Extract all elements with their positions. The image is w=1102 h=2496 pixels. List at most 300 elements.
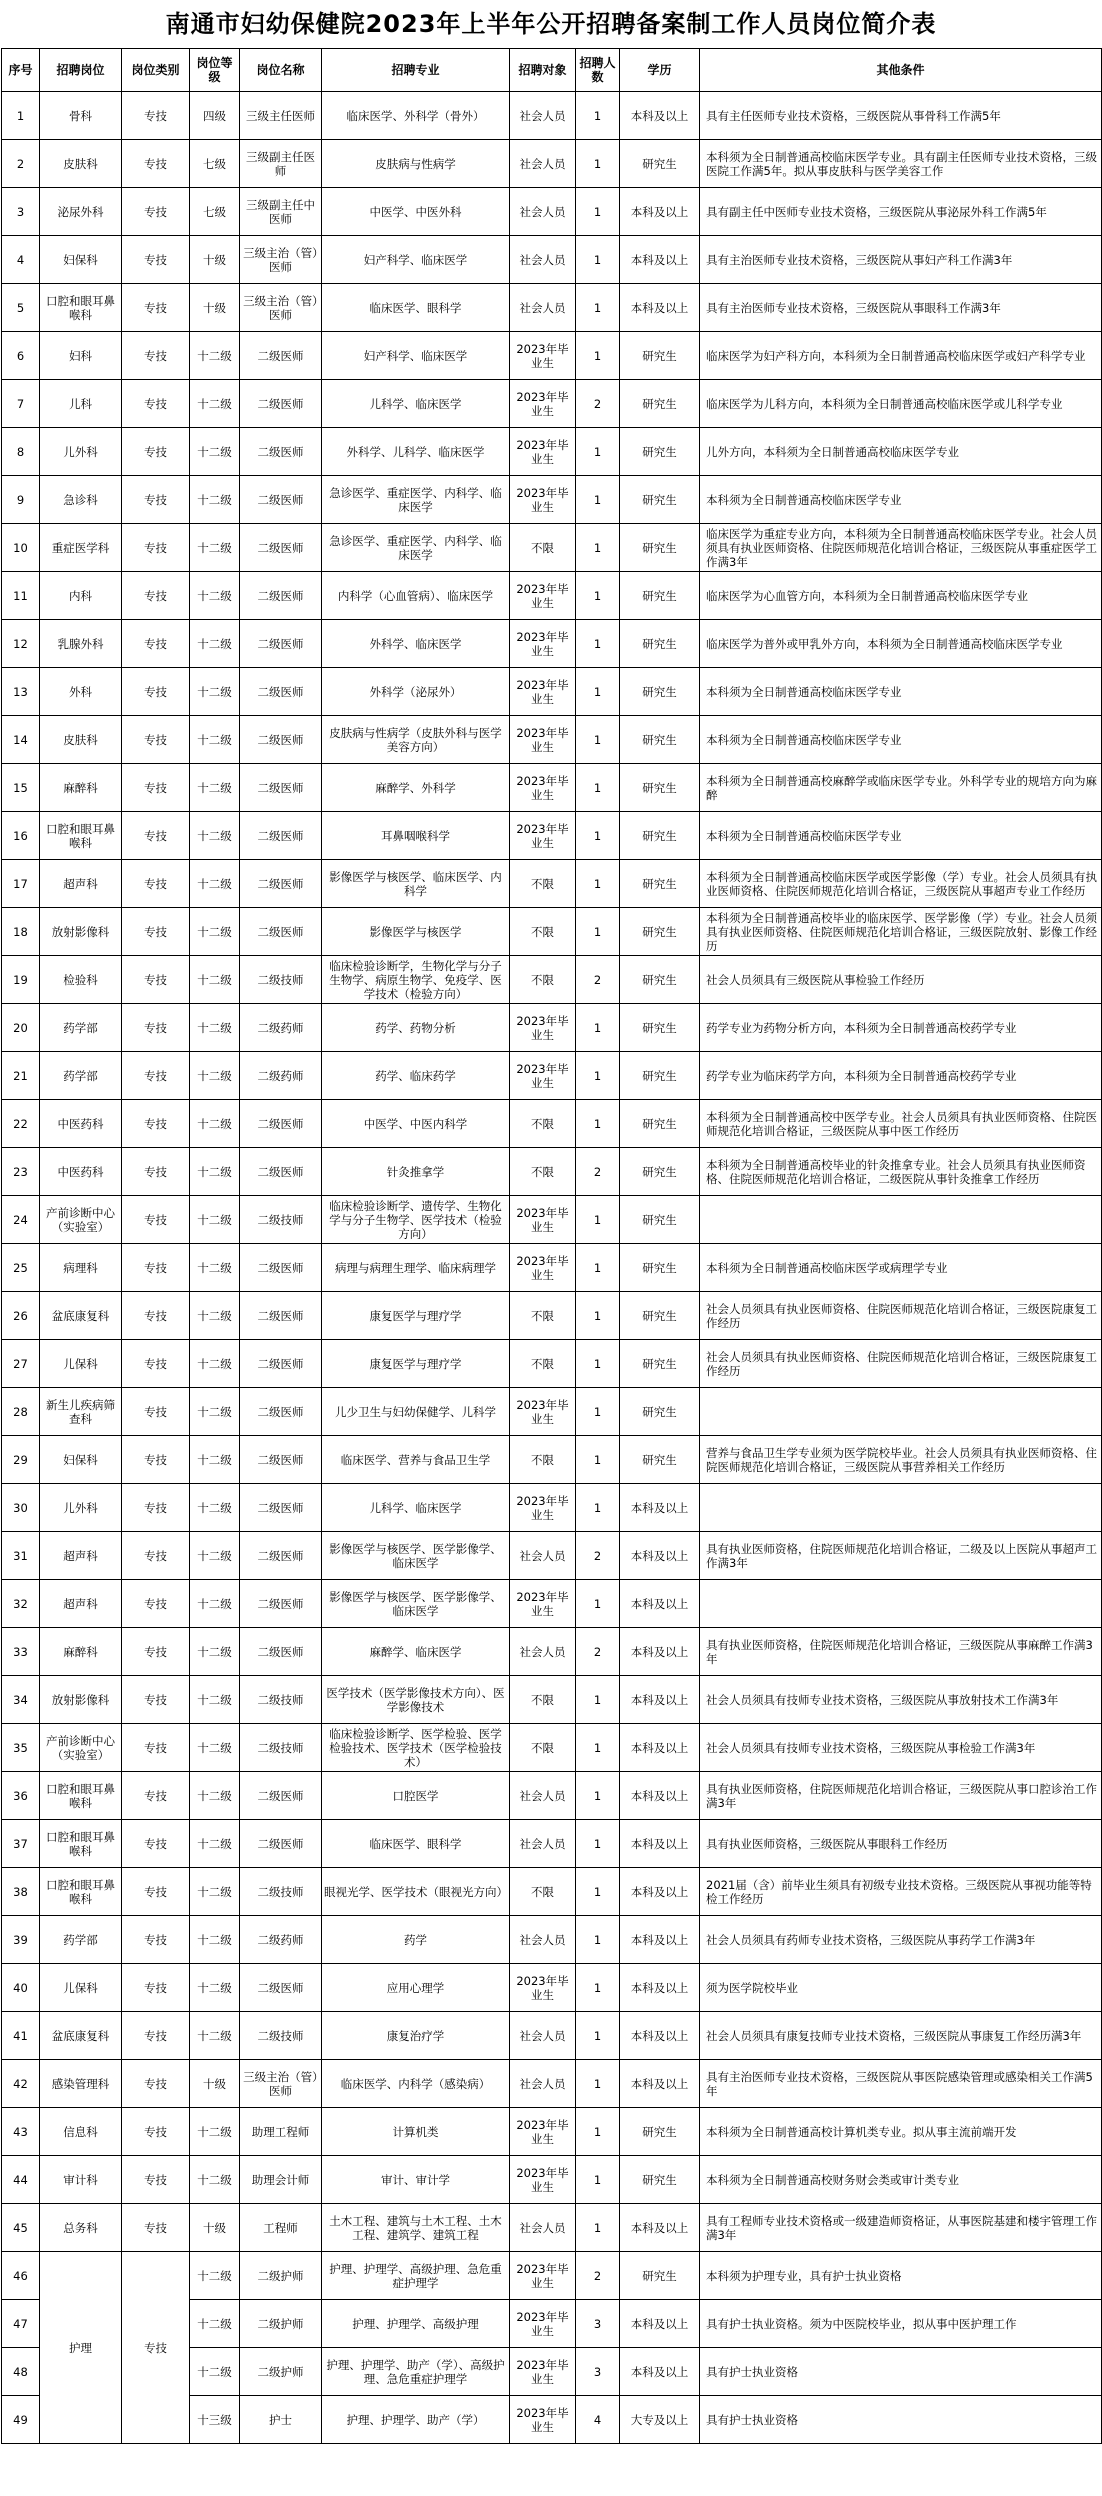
cell-category: 专技 bbox=[122, 1964, 190, 2012]
cell-target: 2023年毕业生 bbox=[510, 2108, 576, 2156]
table-row bbox=[2, 332, 1102, 380]
table-row bbox=[2, 1100, 1102, 1148]
cell-level: 十二级 bbox=[190, 1484, 240, 1532]
cell-post: 急诊科 bbox=[40, 476, 122, 524]
cell-level: 十二级 bbox=[190, 1436, 240, 1484]
cell-no: 40 bbox=[2, 1964, 40, 2012]
cell-no: 32 bbox=[2, 1580, 40, 1628]
cell-count: 1 bbox=[576, 1724, 620, 1772]
cell-position-name: 二级医师 bbox=[240, 764, 322, 812]
cell-target: 社会人员 bbox=[510, 1628, 576, 1676]
cell-target: 2023年毕业生 bbox=[510, 476, 576, 524]
cell-post: 放射影像科 bbox=[40, 908, 122, 956]
cell-no: 16 bbox=[2, 812, 40, 860]
cell-position-name: 二级技师 bbox=[240, 1724, 322, 1772]
cell-no: 26 bbox=[2, 1292, 40, 1340]
cell-education: 本科及以上 bbox=[620, 2300, 700, 2348]
cell-count: 1 bbox=[576, 2108, 620, 2156]
cell-category: 专技 bbox=[122, 140, 190, 188]
cell-education: 本科及以上 bbox=[620, 2348, 700, 2396]
cell-no: 22 bbox=[2, 1100, 40, 1148]
cell-category: 专技 bbox=[122, 2204, 190, 2252]
cell-level: 十二级 bbox=[190, 1292, 240, 1340]
cell-major: 急诊医学、重症医学、内科学、临床医学 bbox=[322, 524, 510, 572]
cell-conditions bbox=[700, 1484, 1102, 1532]
header-category: 岗位类别 bbox=[122, 49, 190, 92]
header-post: 招聘岗位 bbox=[40, 49, 122, 92]
cell-position-name: 二级医师 bbox=[240, 1436, 322, 1484]
cell-conditions: 具有护士执业资格 bbox=[700, 2348, 1102, 2396]
cell-count: 1 bbox=[576, 908, 620, 956]
cell-position-name: 二级药师 bbox=[240, 1916, 322, 1964]
table-row bbox=[2, 284, 1102, 332]
cell-conditions bbox=[700, 1388, 1102, 1436]
cell-conditions: 儿外方向，本科须为全日制普通高校临床医学专业 bbox=[700, 428, 1102, 476]
cell-level: 十级 bbox=[190, 2060, 240, 2108]
table-row bbox=[2, 716, 1102, 764]
cell-position-name: 工程师 bbox=[240, 2204, 322, 2252]
cell-education: 本科及以上 bbox=[620, 1676, 700, 1724]
cell-position-name: 二级医师 bbox=[240, 716, 322, 764]
table-row bbox=[2, 1004, 1102, 1052]
cell-category: 专技 bbox=[122, 1532, 190, 1580]
cell-conditions: 具有副主任中医师专业技术资格，三级医院从事泌尿外科工作满5年 bbox=[700, 188, 1102, 236]
cell-conditions: 具有执业医师资格，三级医院从事眼科工作经历 bbox=[700, 1820, 1102, 1868]
table-row bbox=[2, 1484, 1102, 1532]
cell-education: 研究生 bbox=[620, 1388, 700, 1436]
cell-count: 1 bbox=[576, 1004, 620, 1052]
table-row bbox=[2, 188, 1102, 236]
cell-no: 15 bbox=[2, 764, 40, 812]
cell-post: 口腔和眼耳鼻喉科 bbox=[40, 284, 122, 332]
cell-education: 研究生 bbox=[620, 1052, 700, 1100]
cell-position-name: 三级副主任医师 bbox=[240, 140, 322, 188]
cell-target: 不限 bbox=[510, 1148, 576, 1196]
cell-conditions: 具有护士执业资格 bbox=[700, 2396, 1102, 2444]
header-major: 招聘专业 bbox=[322, 49, 510, 92]
table-row bbox=[2, 1292, 1102, 1340]
cell-education: 研究生 bbox=[620, 1244, 700, 1292]
page-title: 南通市妇幼保健院2023年上半年公开招聘备案制工作人员岗位简介表 bbox=[165, 10, 937, 38]
cell-position-name: 二级医师 bbox=[240, 1484, 322, 1532]
cell-category: 专技 bbox=[122, 1052, 190, 1100]
cell-education: 研究生 bbox=[620, 1292, 700, 1340]
cell-no: 14 bbox=[2, 716, 40, 764]
cell-position-name: 二级药师 bbox=[240, 1004, 322, 1052]
cell-no: 44 bbox=[2, 2156, 40, 2204]
table-row bbox=[2, 1340, 1102, 1388]
cell-no: 7 bbox=[2, 380, 40, 428]
cell-category: 专技 bbox=[122, 1100, 190, 1148]
cell-position-name: 二级医师 bbox=[240, 668, 322, 716]
cell-category: 专技 bbox=[122, 236, 190, 284]
cell-education: 研究生 bbox=[620, 1196, 700, 1244]
cell-category: 专技 bbox=[122, 764, 190, 812]
cell-level: 十二级 bbox=[190, 908, 240, 956]
cell-no: 47 bbox=[2, 2300, 40, 2348]
cell-education: 研究生 bbox=[620, 2108, 700, 2156]
cell-category: 专技 bbox=[122, 332, 190, 380]
cell-education: 本科及以上 bbox=[620, 188, 700, 236]
cell-no: 21 bbox=[2, 1052, 40, 1100]
cell-position-name: 三级副主任中医师 bbox=[240, 188, 322, 236]
cell-education: 研究生 bbox=[620, 428, 700, 476]
cell-major: 护理、护理学、高级护理、急危重症护理学 bbox=[322, 2252, 510, 2300]
cell-target: 2023年毕业生 bbox=[510, 332, 576, 380]
cell-no: 37 bbox=[2, 1820, 40, 1868]
cell-post: 中医药科 bbox=[40, 1100, 122, 1148]
header-conditions: 其他条件 bbox=[700, 49, 1102, 92]
cell-category: 专技 bbox=[122, 1772, 190, 1820]
cell-target: 2023年毕业生 bbox=[510, 428, 576, 476]
cell-count: 1 bbox=[576, 1292, 620, 1340]
cell-category: 专技 bbox=[122, 1820, 190, 1868]
cell-conditions: 2021届（含）前毕业生须具有初级专业技术资格。三级医院从事视功能等特检工作经历 bbox=[700, 1868, 1102, 1916]
cell-position-name: 二级医师 bbox=[240, 380, 322, 428]
cell-major: 护理、护理学、助产（学）、高级护理、急危重症护理学 bbox=[322, 2348, 510, 2396]
cell-position-name: 二级医师 bbox=[240, 1772, 322, 1820]
cell-major: 儿少卫生与妇幼保健学、儿科学 bbox=[322, 1388, 510, 1436]
cell-major: 康复医学与理疗学 bbox=[322, 1292, 510, 1340]
cell-category: 专技 bbox=[122, 284, 190, 332]
cell-position-name: 二级医师 bbox=[240, 1532, 322, 1580]
table-row bbox=[2, 476, 1102, 524]
cell-target: 社会人员 bbox=[510, 188, 576, 236]
cell-post: 产前诊断中心（实验室） bbox=[40, 1196, 122, 1244]
cell-target: 社会人员 bbox=[510, 1916, 576, 1964]
cell-no: 38 bbox=[2, 1868, 40, 1916]
cell-count: 2 bbox=[576, 956, 620, 1004]
cell-count: 2 bbox=[576, 2252, 620, 2300]
cell-major: 药学、临床药学 bbox=[322, 1052, 510, 1100]
cell-major: 口腔医学 bbox=[322, 1772, 510, 1820]
cell-position-name: 二级技师 bbox=[240, 956, 322, 1004]
cell-count: 1 bbox=[576, 1964, 620, 2012]
cell-count: 1 bbox=[576, 716, 620, 764]
cell-conditions: 临床医学为心血管方向，本科须为全日制普通高校临床医学专业 bbox=[700, 572, 1102, 620]
cell-count: 1 bbox=[576, 620, 620, 668]
cell-position-name: 二级医师 bbox=[240, 1148, 322, 1196]
cell-position-name: 二级医师 bbox=[240, 1628, 322, 1676]
cell-conditions: 具有执业医师资格，住院医师规范化培训合格证，三级医院从事口腔诊治工作满3年 bbox=[700, 1772, 1102, 1820]
cell-post: 信息科 bbox=[40, 2108, 122, 2156]
cell-no: 6 bbox=[2, 332, 40, 380]
cell-major: 儿科学、临床医学 bbox=[322, 380, 510, 428]
cell-conditions: 本科须为全日制普通高校中医学专业。社会人员须具有执业医师资格、住院医师规范化培训合格证，三级医院从事中医工作经历 bbox=[700, 1100, 1102, 1148]
cell-level: 十二级 bbox=[190, 1388, 240, 1436]
cell-category: 专技 bbox=[122, 1436, 190, 1484]
cell-count: 1 bbox=[576, 1100, 620, 1148]
cell-no: 23 bbox=[2, 1148, 40, 1196]
cell-position-name: 助理会计师 bbox=[240, 2156, 322, 2204]
cell-level: 十二级 bbox=[190, 2252, 240, 2300]
cell-target: 不限 bbox=[510, 1436, 576, 1484]
table-row bbox=[2, 620, 1102, 668]
cell-target: 2023年毕业生 bbox=[510, 620, 576, 668]
cell-position-name: 护士 bbox=[240, 2396, 322, 2444]
cell-post: 药学部 bbox=[40, 1916, 122, 1964]
table-row bbox=[2, 1916, 1102, 1964]
cell-education: 研究生 bbox=[620, 716, 700, 764]
cell-category: 专技 bbox=[122, 92, 190, 140]
cell-count: 2 bbox=[576, 1532, 620, 1580]
cell-level: 十二级 bbox=[190, 764, 240, 812]
cell-no: 29 bbox=[2, 1436, 40, 1484]
table-row bbox=[2, 1868, 1102, 1916]
cell-post: 儿外科 bbox=[40, 428, 122, 476]
cell-category: 专技 bbox=[122, 1340, 190, 1388]
cell-target: 2023年毕业生 bbox=[510, 2348, 576, 2396]
cell-education: 本科及以上 bbox=[620, 236, 700, 284]
cell-category: 专技 bbox=[122, 524, 190, 572]
table-row bbox=[2, 1052, 1102, 1100]
table-row bbox=[2, 812, 1102, 860]
cell-education: 本科及以上 bbox=[620, 1580, 700, 1628]
cell-level: 十二级 bbox=[190, 428, 240, 476]
cell-level: 十二级 bbox=[190, 524, 240, 572]
cell-post: 口腔和眼耳鼻喉科 bbox=[40, 812, 122, 860]
cell-post: 总务科 bbox=[40, 2204, 122, 2252]
cell-category: 专技 bbox=[122, 1148, 190, 1196]
cell-no: 19 bbox=[2, 956, 40, 1004]
cell-major: 针灸推拿学 bbox=[322, 1148, 510, 1196]
cell-no: 33 bbox=[2, 1628, 40, 1676]
cell-target: 2023年毕业生 bbox=[510, 572, 576, 620]
cell-major: 临床医学、眼科学 bbox=[322, 1820, 510, 1868]
table-row bbox=[2, 380, 1102, 428]
cell-major: 急诊医学、重症医学、内科学、临床医学 bbox=[322, 476, 510, 524]
cell-count: 3 bbox=[576, 2300, 620, 2348]
cell-major: 护理、护理学、助产（学） bbox=[322, 2396, 510, 2444]
header-count: 招聘人数 bbox=[576, 49, 620, 92]
cell-level: 十级 bbox=[190, 2204, 240, 2252]
cell-no: 48 bbox=[2, 2348, 40, 2396]
cell-level: 十二级 bbox=[190, 860, 240, 908]
cell-category: 专技 bbox=[122, 1292, 190, 1340]
cell-post: 超声科 bbox=[40, 860, 122, 908]
cell-conditions: 营养与食品卫生学专业须为医学院校毕业。社会人员须具有执业医师资格、住院医师规范化培训合格证，三级医院从事营养相关工作经历 bbox=[700, 1436, 1102, 1484]
cell-post: 盆底康复科 bbox=[40, 1292, 122, 1340]
table-row bbox=[2, 1436, 1102, 1484]
cell-target: 社会人员 bbox=[510, 140, 576, 188]
table-row bbox=[2, 1628, 1102, 1676]
cell-education: 研究生 bbox=[620, 860, 700, 908]
cell-major: 影像医学与核医学、医学影像学、临床医学 bbox=[322, 1532, 510, 1580]
cell-count: 1 bbox=[576, 2060, 620, 2108]
table-row bbox=[2, 524, 1102, 572]
cell-level: 十二级 bbox=[190, 2108, 240, 2156]
cell-major: 耳鼻咽喉科学 bbox=[322, 812, 510, 860]
cell-count: 1 bbox=[576, 476, 620, 524]
cell-conditions: 具有主治医师专业技术资格，三级医院从事眼科工作满3年 bbox=[700, 284, 1102, 332]
cell-no: 11 bbox=[2, 572, 40, 620]
cell-category: 专技 bbox=[122, 572, 190, 620]
cell-target: 2023年毕业生 bbox=[510, 1244, 576, 1292]
cell-target: 不限 bbox=[510, 1292, 576, 1340]
cell-position-name: 三级主治（管）医师 bbox=[240, 284, 322, 332]
table-body bbox=[2, 92, 1102, 2444]
cell-level: 十二级 bbox=[190, 1004, 240, 1052]
cell-no: 39 bbox=[2, 1916, 40, 1964]
cell-count: 3 bbox=[576, 2348, 620, 2396]
cell-count: 1 bbox=[576, 284, 620, 332]
cell-category: 专技 bbox=[122, 1868, 190, 1916]
cell-no: 3 bbox=[2, 188, 40, 236]
cell-education: 本科及以上 bbox=[620, 1772, 700, 1820]
cell-category: 专技 bbox=[122, 1484, 190, 1532]
cell-education: 本科及以上 bbox=[620, 1868, 700, 1916]
cell-conditions: 社会人员须具有三级医院从事检验工作经历 bbox=[700, 956, 1102, 1004]
cell-post: 盆底康复科 bbox=[40, 2012, 122, 2060]
cell-conditions: 具有执业医师资格，住院医师规范化培训合格证，三级医院从事麻醉工作满3年 bbox=[700, 1628, 1102, 1676]
cell-conditions: 临床医学为普外或甲乳外方向，本科须为全日制普通高校临床医学专业 bbox=[700, 620, 1102, 668]
cell-level: 十二级 bbox=[190, 716, 240, 764]
cell-no: 13 bbox=[2, 668, 40, 716]
cell-position-name: 二级医师 bbox=[240, 572, 322, 620]
cell-position-name: 二级护师 bbox=[240, 2348, 322, 2396]
cell-count: 1 bbox=[576, 860, 620, 908]
cell-target: 2023年毕业生 bbox=[510, 716, 576, 764]
table-row bbox=[2, 764, 1102, 812]
cell-category: 专技 bbox=[122, 1916, 190, 1964]
cell-target: 社会人员 bbox=[510, 284, 576, 332]
cell-major: 临床医学、内科学（感染病） bbox=[322, 2060, 510, 2108]
cell-no: 1 bbox=[2, 92, 40, 140]
cell-level: 十二级 bbox=[190, 1532, 240, 1580]
cell-no: 17 bbox=[2, 860, 40, 908]
cell-conditions: 本科须为全日制普通高校计算机类专业。拟从事主流前端开发 bbox=[700, 2108, 1102, 2156]
cell-major: 临床医学、眼科学 bbox=[322, 284, 510, 332]
cell-education: 研究生 bbox=[620, 956, 700, 1004]
cell-conditions: 本科须为全日制普通高校临床医学专业 bbox=[700, 476, 1102, 524]
cell-major: 儿科学、临床医学 bbox=[322, 1484, 510, 1532]
table-row bbox=[2, 956, 1102, 1004]
cell-count: 1 bbox=[576, 1436, 620, 1484]
cell-major: 麻醉学、临床医学 bbox=[322, 1628, 510, 1676]
cell-conditions: 本科须为全日制普通高校毕业的临床医学、医学影像（学）专业。社会人员须具有执业医师资格、住院医师规范化培训合格证，三级医院放射、影像工作经历 bbox=[700, 908, 1102, 956]
cell-target: 不限 bbox=[510, 1100, 576, 1148]
cell-major: 眼视光学、医学技术（眼视光方向） bbox=[322, 1868, 510, 1916]
cell-count: 1 bbox=[576, 92, 620, 140]
cell-target: 不限 bbox=[510, 956, 576, 1004]
cell-position-name: 二级医师 bbox=[240, 1292, 322, 1340]
cell-target: 不限 bbox=[510, 524, 576, 572]
cell-conditions: 社会人员须具有技师专业技术资格，三级医院从事检验工作满3年 bbox=[700, 1724, 1102, 1772]
cell-post: 儿保科 bbox=[40, 1964, 122, 2012]
cell-education: 研究生 bbox=[620, 1100, 700, 1148]
cell-post: 外科 bbox=[40, 668, 122, 716]
cell-category: 专技 bbox=[122, 2012, 190, 2060]
cell-count: 1 bbox=[576, 1196, 620, 1244]
cell-conditions: 具有执业医师资格，住院医师规范化培训合格证，二级及以上医院从事超声工作满3年 bbox=[700, 1532, 1102, 1580]
cell-category: 专技 bbox=[122, 2108, 190, 2156]
cell-education: 研究生 bbox=[620, 620, 700, 668]
cell-count: 1 bbox=[576, 428, 620, 476]
cell-category: 专技 bbox=[122, 380, 190, 428]
cell-education: 本科及以上 bbox=[620, 1916, 700, 1964]
cell-conditions: 社会人员须具有执业医师资格、住院医师规范化培训合格证，三级医院康复工作经历 bbox=[700, 1340, 1102, 1388]
cell-level: 十二级 bbox=[190, 1580, 240, 1628]
cell-post: 乳腺外科 bbox=[40, 620, 122, 668]
cell-level: 十二级 bbox=[190, 1676, 240, 1724]
cell-position-name: 二级医师 bbox=[240, 1340, 322, 1388]
cell-target: 2023年毕业生 bbox=[510, 1004, 576, 1052]
cell-major: 影像医学与核医学、临床医学、内科学 bbox=[322, 860, 510, 908]
cell-category: 专技 bbox=[122, 812, 190, 860]
cell-target: 社会人员 bbox=[510, 2204, 576, 2252]
table-row bbox=[2, 1580, 1102, 1628]
cell-conditions: 具有主治医师专业技术资格，三级医院从事医院感染管理或感染相关工作满5年 bbox=[700, 2060, 1102, 2108]
cell-major: 外科学、临床医学 bbox=[322, 620, 510, 668]
cell-position-name: 二级医师 bbox=[240, 524, 322, 572]
cell-education: 研究生 bbox=[620, 1436, 700, 1484]
cell-target: 不限 bbox=[510, 860, 576, 908]
cell-target: 不限 bbox=[510, 1676, 576, 1724]
cell-education: 研究生 bbox=[620, 1004, 700, 1052]
cell-conditions: 社会人员须具有执业医师资格、住院医师规范化培训合格证，三级医院康复工作经历 bbox=[700, 1292, 1102, 1340]
cell-position-name: 二级医师 bbox=[240, 1580, 322, 1628]
table-row bbox=[2, 1676, 1102, 1724]
cell-post: 超声科 bbox=[40, 1532, 122, 1580]
cell-level: 十二级 bbox=[190, 1100, 240, 1148]
cell-post: 药学部 bbox=[40, 1052, 122, 1100]
cell-conditions: 本科须为护理专业，具有护士执业资格 bbox=[700, 2252, 1102, 2300]
cell-conditions: 具有工程师专业技术资格或一级建造师资格证，从事医院基建和楼宇管理工作满3年 bbox=[700, 2204, 1102, 2252]
cell-major: 临床医学、营养与食品卫生学 bbox=[322, 1436, 510, 1484]
cell-post: 护理 bbox=[40, 2252, 122, 2444]
cell-position-name: 二级护师 bbox=[240, 2300, 322, 2348]
table-row bbox=[2, 1724, 1102, 1772]
cell-level: 十二级 bbox=[190, 1196, 240, 1244]
cell-level: 十二级 bbox=[190, 2156, 240, 2204]
table-row bbox=[2, 140, 1102, 188]
cell-count: 1 bbox=[576, 572, 620, 620]
cell-count: 2 bbox=[576, 1628, 620, 1676]
header-row bbox=[2, 49, 1102, 92]
cell-conditions: 社会人员须具有药师专业技术资格，三级医院从事药学工作满3年 bbox=[700, 1916, 1102, 1964]
cell-count: 1 bbox=[576, 1244, 620, 1292]
cell-category: 专技 bbox=[122, 2252, 190, 2444]
cell-level: 十二级 bbox=[190, 1628, 240, 1676]
cell-level: 十级 bbox=[190, 236, 240, 284]
cell-position-name: 二级药师 bbox=[240, 1052, 322, 1100]
cell-target: 2023年毕业生 bbox=[510, 2300, 576, 2348]
cell-conditions: 临床医学为重症专业方向，本科须为全日制普通高校临床医学专业。社会人员须具有执业医师资格、住院医师规范化培训合格证，三级医院从事重症医学工作满3年 bbox=[700, 524, 1102, 572]
table-row bbox=[2, 668, 1102, 716]
cell-target: 2023年毕业生 bbox=[510, 668, 576, 716]
cell-conditions: 药学专业为临床药学方向，本科须为全日制普通高校药学专业 bbox=[700, 1052, 1102, 1100]
cell-conditions bbox=[700, 1580, 1102, 1628]
cell-conditions: 具有护士执业资格。须为中医院校毕业，拟从事中医护理工作 bbox=[700, 2300, 1102, 2348]
cell-target: 社会人员 bbox=[510, 92, 576, 140]
cell-major: 临床医学、外科学（骨外） bbox=[322, 92, 510, 140]
cell-no: 4 bbox=[2, 236, 40, 284]
table-row bbox=[2, 2204, 1102, 2252]
cell-count: 1 bbox=[576, 524, 620, 572]
cell-level: 四级 bbox=[190, 92, 240, 140]
cell-education: 研究生 bbox=[620, 380, 700, 428]
cell-conditions: 社会人员须具有康复技师专业技术资格，三级医院从事康复工作经历满3年 bbox=[700, 2012, 1102, 2060]
cell-post: 妇保科 bbox=[40, 236, 122, 284]
cell-count: 1 bbox=[576, 140, 620, 188]
cell-major: 康复治疗学 bbox=[322, 2012, 510, 2060]
table-row bbox=[2, 428, 1102, 476]
cell-major: 妇产科学、临床医学 bbox=[322, 236, 510, 284]
cell-education: 本科及以上 bbox=[620, 1820, 700, 1868]
cell-target: 社会人员 bbox=[510, 2012, 576, 2060]
table-row bbox=[2, 2156, 1102, 2204]
cell-count: 1 bbox=[576, 1580, 620, 1628]
